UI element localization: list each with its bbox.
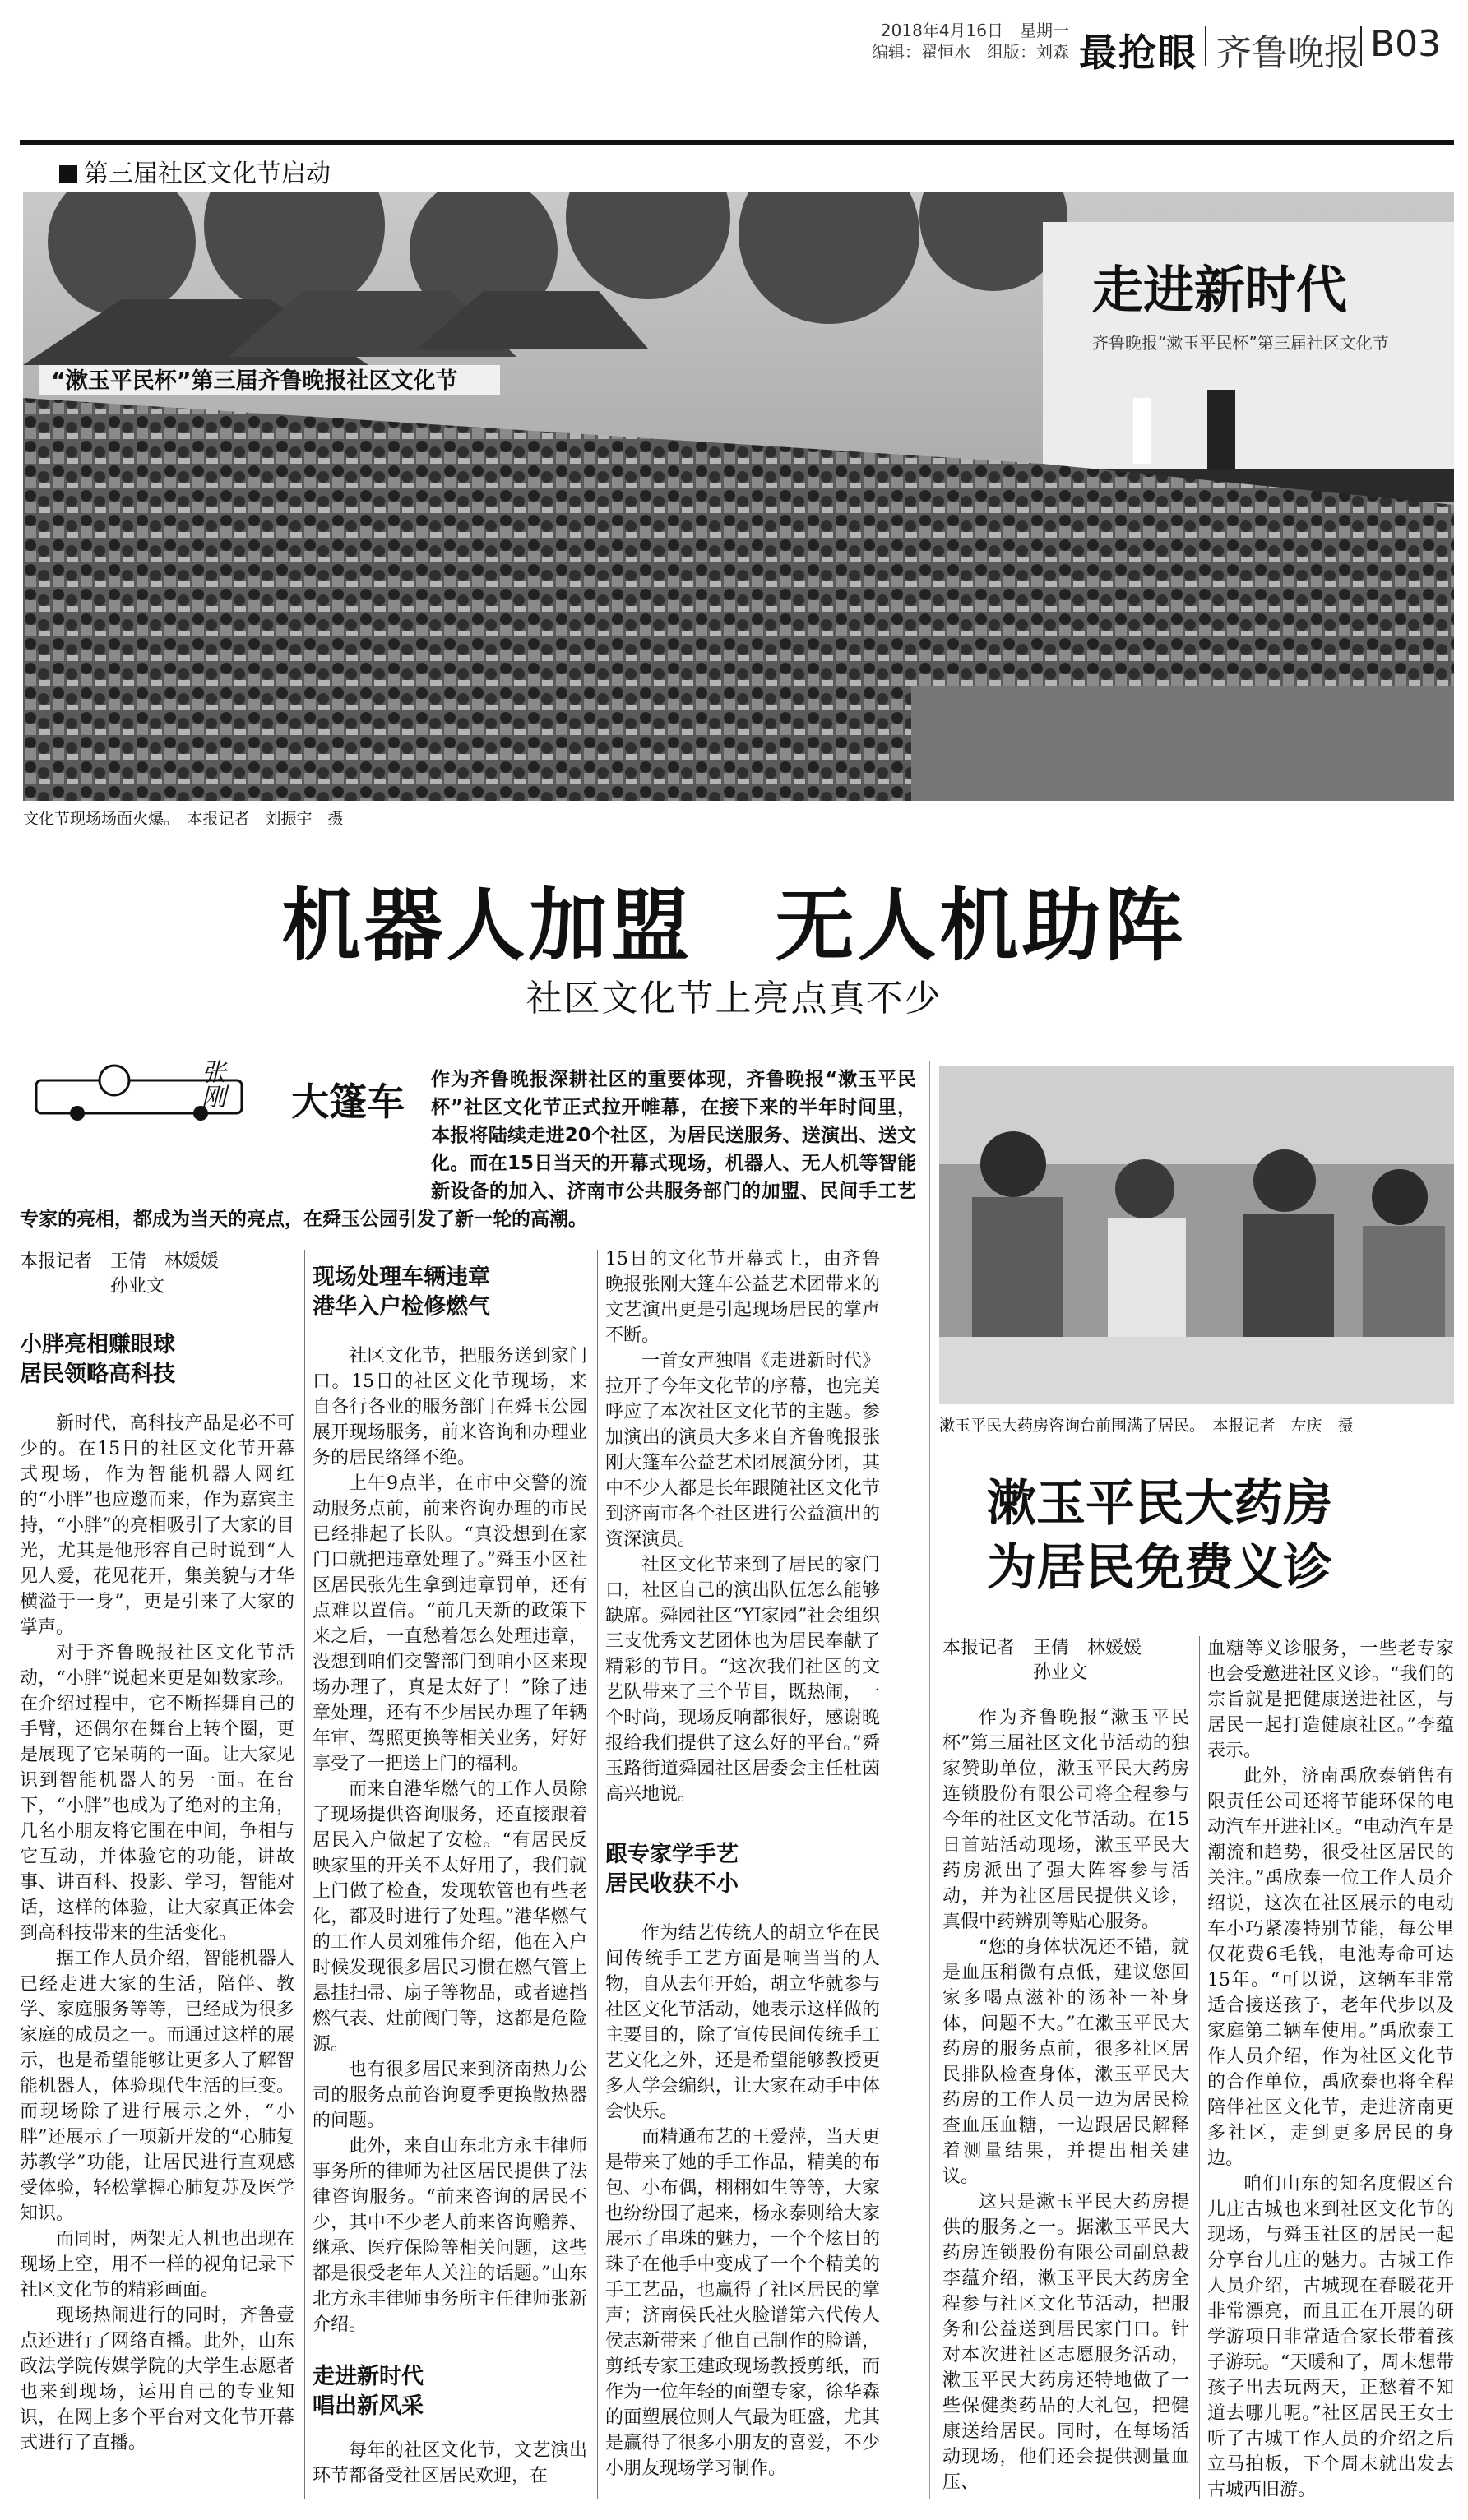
col1-subtitle <box>20 1330 294 1389</box>
intro-logo-spacer <box>20 1066 431 1179</box>
col2-subtitle-line1: 现场处理车辆违章 <box>313 1265 490 1290</box>
col3-paragraph: 社区文化节来到了居民的家门口，社区自己的演出队伍怎么能够缺席。舜园社区“YI家园”社会组织三支优秀文艺团体也为居民奉献了精彩的节目。“这次我们社区的文艺队带来了三个节目，既热闹，一个时尚，现场反响都很好，感谢晚报给我们提供了这么好的平台。”舜玉路街道舜园社区居委会主任杜茵高兴地说。 <box>605 1555 880 1805</box>
col1-byline-line2: 孙业文 <box>110 1276 165 1297</box>
col2-subtitle-line2: 港华入户检修燃气 <box>313 1294 490 1320</box>
column-1 <box>20 1250 294 2456</box>
header-meta <box>837 20 1069 62</box>
crowd-scene-image <box>23 192 1454 801</box>
col2-paragraph: 上午9点半，在市中交警的流动服务点前，前来咨询办理的市民已经排起了长队。“真没想到在家门口就把违章处理了。”舜玉小区社区居民张先生拿到违章罚单，还有点难以置信。“前几天新的政策下来之后，一直愁着怎么处理违章，没想到咱们交警部门到咱小区来现场办理了，真是太好了！”除了违章处理，还有不少居民办理了年辆年审、驾照更换等相关业务，好好享受了一把送上门的福利。 <box>313 1473 587 1774</box>
intro-text: 作为齐鲁晚报深耕社区的重要体现，齐鲁晚报“漱玉平民杯”社区文化节正式拉开帷幕，在接下来的半年时间里，本报将陆续走进20个社区，为居民送服务、送演出、送文化。而在15日当天的开幕式现场，机器人、无人机等智能新设备的加入、济南市公共服务部门的加盟、民间手工艺专家的亮相，都成为当天的亮点，在舜玉公园引发了新一轮的高潮。 <box>20 1069 916 1230</box>
col1-subtitle-line1: 小胖亮相赚眼球 <box>20 1332 175 1357</box>
col3-subtitle <box>605 1840 880 1899</box>
col2-paragraph: 也有很多居民来到济南热力公司的服务点前咨询夏季更换散热器的问题。 <box>313 2060 587 2131</box>
side-column-b <box>1207 1636 1454 2503</box>
side-headline-line2: 为居民免费义诊 <box>987 1539 1332 1597</box>
col3-body-2 <box>605 1921 880 2481</box>
col2-body-2 <box>313 2438 587 2489</box>
column-divider <box>304 1250 305 2499</box>
col2-subtitle <box>313 1263 587 1322</box>
header-divider <box>1360 26 1362 66</box>
side-byline-line2: 孙业文 <box>1033 1662 1088 1683</box>
side-divider <box>929 1061 930 2499</box>
col1-paragraph: 而同时，两架无人机也出现在现场上空，用不一样的视角记录下社区文化节的精彩画面。 <box>20 2229 294 2300</box>
col2-subtitle2-line1: 走进新时代 <box>313 2364 424 2389</box>
col2-body <box>313 1343 587 2337</box>
col3-paragraph: 而精通布艺的王爱萍，当天更是带来了她的手工作品，精美的布包、小布偶，栩栩如生等等，大家也纷纷围了起来，杨永泰则给大家展示了串珠的魅力，一个个炫目的珠子在他手中变成了一个个精美的手工艺品，也赢得了社区居民的掌声；济南侯氏社火脸谱第六代传人侯志新带来了他自己制作的脸谱，剪纸专家王建政现场教授剪纸，而作为一位年轻的面塑专家，徐华森的面塑展位则人气最为旺盛，尤其是赢得了很多小朋友的喜爱，不少小朋友现场学习制作。 <box>605 2127 880 2479</box>
column-logo-handwriting: 张刚 <box>197 1059 225 1108</box>
stage-subtitle-text: 齐鲁晚报“漱玉平民杯”第三届社区文化节 <box>1092 333 1389 353</box>
col3-paragraph: 15日的文化节开幕式上，由齐鲁晚报张刚大篷车公益艺术团带来的文艺演出更是引起现场居民的掌声不断。 <box>605 1249 880 1346</box>
headline: 机器人加盟 无人机助阵 <box>281 880 1187 972</box>
col1-paragraph: 新时代，高科技产品是必不可少的。在15日的社区文化节开幕式现场，作为智能机器人网红的“小胖”也应邀而来，作为嘉宾主持，“小胖”的亮相吸引了大家的目光，尤其是他形容自己时说到“人见人爱，花见花开，集美貌与才华横溢于一身”，更是引来了大家的掌声。 <box>20 1413 294 1638</box>
brand-logo: 齐鲁晚报 <box>1216 32 1360 74</box>
col2-paragraph: 此外，来自山东北方永丰律师事务所的律师为社区居民提供了法律咨询服务。“前来咨询的居民不少，其中不少老人前来咨询赡养、继承、医疗保险等相关问题，这些都是很受老年人关注的话题。”山东北方永丰律师事务所主任律师张新介绍。 <box>313 2136 587 2335</box>
col1-paragraph: 对于齐鲁晚报社区文化节活动，“小胖”说起来更是如数家珍。在介绍过程中，它不断挥舞自己的手臂，还偶尔在舞台上转个圈，更是展现了它呆萌的一面。让大家见识到智能机器人的另一面。在台下，“小胖”也成为了绝对的主角，几名小朋友将它围在中间，争相与它互动，并体验它的功能，讲故事、讲百科、投影、学习，智能对话，这样的体验，让大家真正体会到高科技带来的生活变化。 <box>20 1643 294 1944</box>
side-paragraph: 咱们山东的知名度假区台儿庄古城也来到社区文化节的现场，与舜玉社区的居民一起分享台儿庄的魅力。古城工作人员介绍，古城现在春暖花开非常漂亮，而且正在开展的研学游项目非常适合家长带着孩子游玩。“天暖和了，周末想带孩子出去玩两天，正愁着不知道去哪儿呢。”社区居民王女士听了古城工作人员的介绍之后立马拍板，下个周末就出发去古城西旧游。 <box>1207 2174 1454 2500</box>
header-editors: 编辑：翟恒水 组版：刘森 <box>872 42 1069 62</box>
side-paragraph: 作为齐鲁晚报“漱玉平民杯”第三届社区文化节活动的独家赞助单位，漱玉平民大药房连锁股份有限公司将全程参与今年的社区文化节活动。在15日首站活动现场，漱玉平民大药房派出了强大阵容参与活动，并为社区居民提供义诊，真假中药辨别等贴心服务。 <box>942 1708 1189 1932</box>
col2-paragraph: 每年的社区文化节，文艺演出环节都备受社区居民欢迎，在 <box>313 2440 587 2486</box>
col3-body <box>605 1246 880 1807</box>
col3-paragraph: 作为结艺传统人的胡立华在民间传统手工艺方面是响当当的人物，自从去年开始，胡立华就参与社区文化节活动，她表示这样做的主要目的，除了宣传民间传统手工艺文化之外，还是希望能够教授更多人学会编织，让大家在动手中体会快乐。 <box>605 1923 880 2122</box>
side-paragraph: 血糖等义诊服务，一些老专家也会受邀进社区义诊。“我们的宗旨就是把健康送进社区，与居民一起打造健康社区。”李蕴表示。 <box>1207 1639 1454 1761</box>
col3-subtitle-line1: 跟专家学手艺 <box>605 1842 739 1867</box>
column-divider <box>597 1250 598 2499</box>
side-photo-caption: 漱玉平民大药房咨询台前围满了居民。 本报记者 左庆 摄 <box>939 1417 1354 1435</box>
col3-subtitle-line2: 居民收获不小 <box>605 1871 739 1897</box>
col1-body <box>20 1411 294 2456</box>
side-photo <box>939 1066 1454 1404</box>
section-title: 最抢眼 <box>1079 30 1197 75</box>
side-paragraph: 此外，济南禹欣泰销售有限责任公司还将节能环保的电动汽车开进社区。“电动汽车是潮流和趋势，很受社区居民的关注。”禹欣泰一位工作人员介绍说，这次在社区展示的电动车小巧紧凑特别节能，每公里仅花费6毛钱，电池寿命可达15年。“可以说，这辆车非常适合接送孩子，老年代步以及家庭第二辆车使用。”禹欣泰工作人员介绍，作为社区文化节的合作单位，禹欣泰也将全程陪伴社区文化节，走进济南更多社区，走到更多居民的身边。 <box>1207 1766 1454 2169</box>
col2-subtitle2-line2: 唱出新风采 <box>313 2393 424 2419</box>
col2-paragraph: 社区文化节，把服务送到家门口。15日的社区文化节现场，来自各行各业的服务部门在舜玉公园展开现场服务，前来咨询和办理业务的居民络绎不绝。 <box>313 1346 587 1468</box>
stage-title-text: 走进新时代 <box>1092 260 1348 320</box>
main-photo-caption: 文化节现场场面火爆。 本报记者 刘振宇 摄 <box>23 810 344 828</box>
column-2 <box>313 1263 587 2489</box>
col1-subtitle-line2: 居民领略高科技 <box>20 1362 175 1387</box>
col3-paragraph: 一首女声独唱《走进新时代》拉开了今年文化节的序幕，也完美呼应了本次社区文化节的主题。参加演出的演员大多来自齐鲁晚报张刚大篷车公益艺术团展演分团，其中不少人都是长年跟随社区文化节到济南市各个社区进行公益演出的资深演员。 <box>605 1351 880 1550</box>
header-divider <box>1205 26 1206 66</box>
side-byline <box>942 1636 1197 1685</box>
intro-paragraph <box>20 1066 916 1230</box>
col1-byline-line1: 本报记者 王倩 林媛媛 <box>20 1251 220 1272</box>
top-rule <box>20 140 1454 145</box>
main-photo <box>23 192 1454 801</box>
col1-paragraph: 据工作人员介绍，智能机器人已经走进大家的生活，陪伴、教学、家庭服务等等，已经成为很多家庭的成员之一。而通过这样的展示，也是希望能够让更多人了解智能机器人，体验现代生活的巨变。而现场除了进行展示之外，“小胖”还展示了一项新开发的“心肺复苏教学”功能，让居民进行直观感受体验，轻松掌握心肺复苏及医学知识。 <box>20 1949 294 2224</box>
subheadline: 社区文化节上亮点真不少 <box>526 978 942 1020</box>
pharmacy-booth-image <box>939 1066 1454 1404</box>
side-byline-line1: 本报记者 王倩 林媛媛 <box>942 1638 1142 1658</box>
section-tag-label: 第三届社区文化节启动 <box>84 160 331 188</box>
column-3 <box>605 1246 880 2481</box>
col2-subtitle-2 <box>313 2362 587 2421</box>
col1-byline <box>20 1250 294 1299</box>
square-bullet-icon <box>59 165 77 183</box>
col1-paragraph: 现场热闹进行的同时，齐鲁壹点还进行了网络直播。此外，山东政法学院传媒学院的大学生志愿者也来到现场，运用自己的专业知识，在网上多个平台对文化节开幕式进行了直播。 <box>20 2305 294 2453</box>
page-number: B03 <box>1370 23 1442 65</box>
section-tag <box>59 153 331 189</box>
side-paragraph: “您的身体状况还不错，就是血压稍微有点低，建议您回家多喝点滋补的汤补一补身体，问题不大。”在漱玉平民大药房的服务点前，很多社区居民排队检查身体，漱玉平民大药房的工作人员一边为居民检查血压血糖，一边跟居民解释着测量结果，并提出相关建议。 <box>942 1937 1189 2187</box>
side-paragraph: 这只是漱玉平民大药房提供的服务之一。据漱玉平民大药房连锁股份有限公司副总裁李蕴介绍，漱玉平民大药房全程参与社区文化节活动，把服务和公益送到居民家门口。针对本次进社区志愿服务活动，漱玉平民大药房还特地做了一些保健类药品的大礼包，把健康送给居民。同时，在每场活动现场，他们还会提供测量血压、 <box>942 2192 1189 2493</box>
tent-banner-text: “漱玉平民杯”第三届齐鲁晚报社区文化节 <box>51 368 458 394</box>
column-divider <box>1199 1636 1200 2499</box>
side-headline-line1: 漱玉平民大药房 <box>987 1475 1332 1533</box>
side-headline <box>987 1472 1454 1600</box>
side-column-a <box>942 1705 1189 2495</box>
col2-paragraph: 而来自港华燃气的工作人员除了现场提供咨询服务，还直接跟着居民入户做起了安检。“有居民反映家里的开关不太好用了，我们就上门做了检查，发现软管也有些老化，都及时进行了处理。”港华燃气的工作人员刘雅伟介绍，他在入户时候发现很多居民习惯在燃气管上悬挂扫帚、扇子等物品，或者遮挡燃气表、灶前阀门等，这都是危险源。 <box>313 1779 587 2055</box>
header-date: 2018年4月16日 星期一 <box>880 21 1069 40</box>
column-logo-name: 大篷车 <box>291 1080 405 1124</box>
